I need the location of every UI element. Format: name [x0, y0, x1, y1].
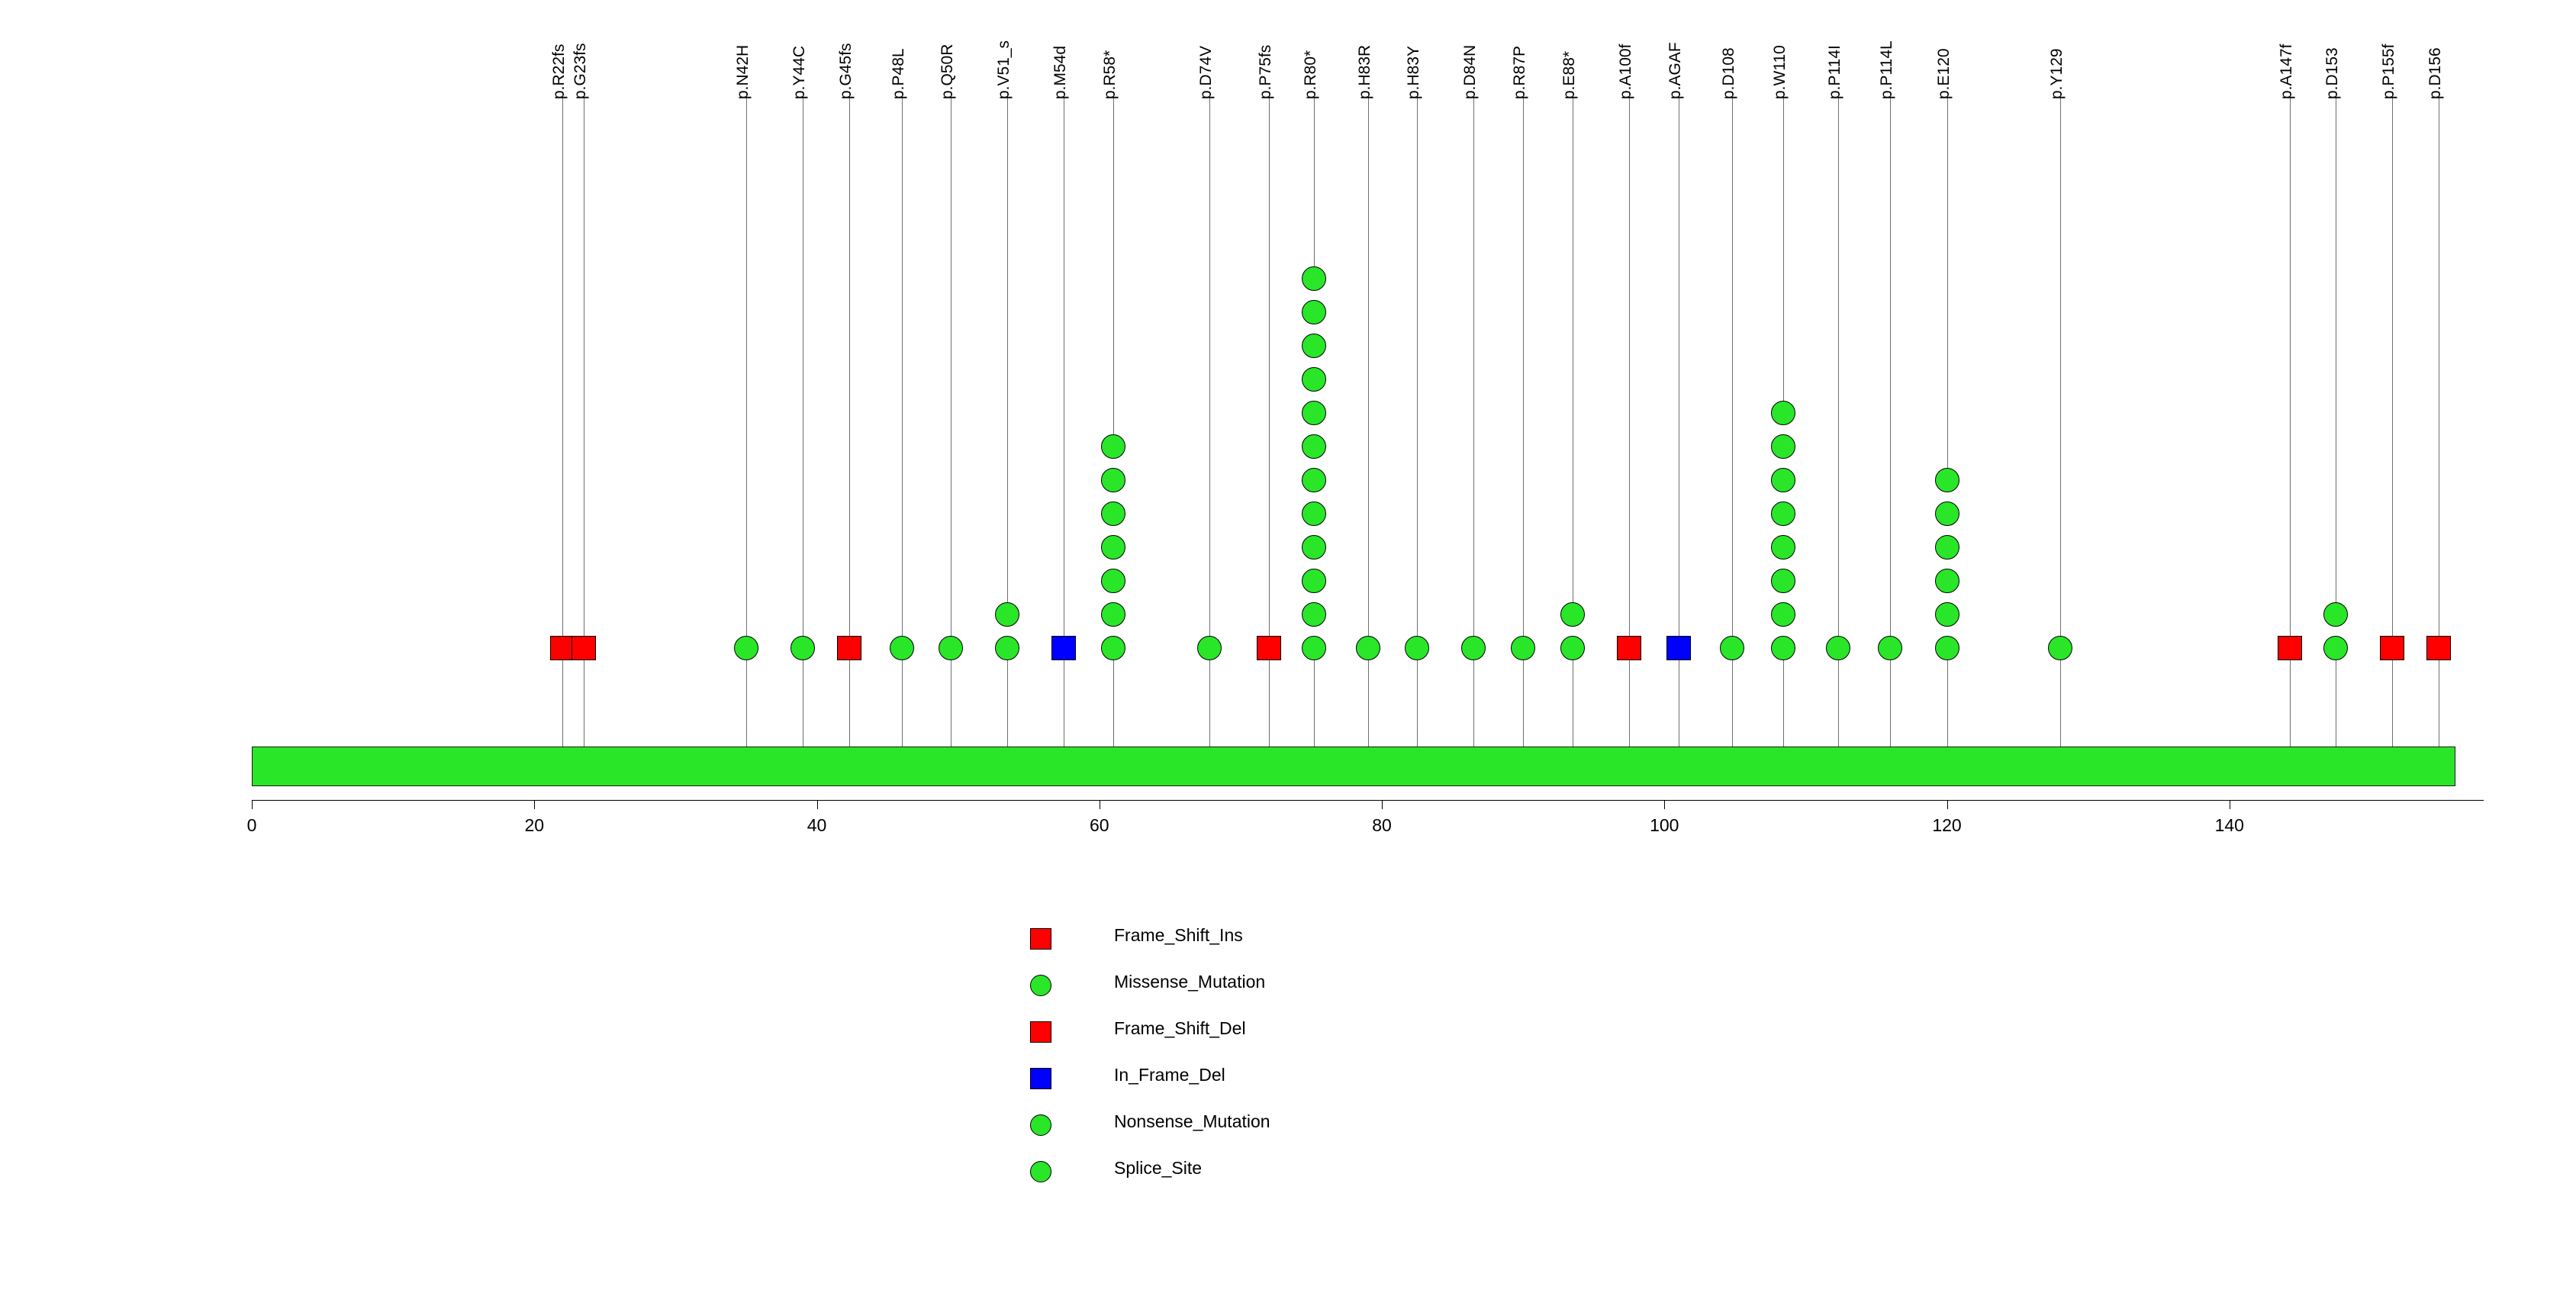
mutation-marker[interactable] [1720, 636, 1744, 660]
mutation-label: p.P114I [1825, 45, 1843, 99]
mutation-marker[interactable] [1302, 334, 1326, 358]
mutation-marker[interactable] [1302, 401, 1326, 425]
x-axis-tick-label: 140 [2214, 815, 2244, 835]
protein-domain-bar[interactable] [252, 747, 2455, 786]
mutation-marker[interactable] [1935, 602, 1959, 627]
mutation-label: p.R22fs [550, 44, 568, 99]
mutation-marker[interactable] [2323, 636, 2348, 660]
mutation-marker[interactable] [2426, 636, 2451, 660]
mutation-marker[interactable] [995, 636, 1019, 660]
mutation-marker[interactable] [1935, 535, 1959, 560]
mutation-stem [1890, 92, 1891, 648]
mutation-label: p.G23fs [572, 43, 590, 99]
mutation-marker[interactable] [1356, 636, 1380, 660]
mutation-marker[interactable] [1302, 501, 1326, 526]
mutation-marker[interactable] [1302, 434, 1326, 459]
mutation-marker[interactable] [1771, 569, 1795, 593]
mutation-stem [849, 92, 850, 648]
mutation-marker[interactable] [1935, 501, 1959, 526]
mutation-label: p.D153 [2323, 47, 2341, 99]
mutation-stem [2290, 92, 2291, 648]
legend-circle-icon [1030, 1114, 1051, 1136]
x-axis-tick [817, 800, 818, 809]
x-axis-tick [1382, 800, 1383, 809]
mutation-stem [1523, 92, 1524, 648]
x-axis-tick-label: 120 [1932, 815, 1962, 835]
mutation-stem [1368, 92, 1369, 648]
mutation-marker[interactable] [1302, 569, 1326, 593]
mutation-marker[interactable] [791, 636, 815, 660]
mutation-label: p.D84N [1461, 44, 1480, 99]
mutation-stem [746, 92, 747, 648]
legend-label: Nonsense_Mutation [1114, 1111, 1270, 1131]
legend-label: Frame_Shift_Del [1114, 1018, 1246, 1038]
mutation-marker[interactable] [1826, 636, 1850, 660]
mutation-stem [1007, 92, 1008, 614]
mutation-marker[interactable] [1771, 602, 1795, 627]
mutation-marker[interactable] [1101, 636, 1125, 660]
mutation-marker[interactable] [1051, 636, 1076, 660]
mutation-label: p.Y44C [790, 45, 808, 99]
mutation-marker[interactable] [734, 636, 758, 660]
mutation-marker[interactable] [1405, 636, 1429, 660]
mutation-marker[interactable] [1771, 636, 1795, 660]
mutation-marker[interactable] [1771, 401, 1795, 425]
x-axis-tick-label: 100 [1650, 815, 1679, 835]
mutation-stem [1838, 92, 1839, 648]
legend-label: In_Frame_Del [1114, 1065, 1225, 1085]
mutation-marker[interactable] [939, 636, 963, 660]
mutation-label: p.R80* [1302, 50, 1320, 99]
mutation-label: p.P155f [2379, 44, 2397, 99]
mutation-marker[interactable] [1101, 434, 1125, 459]
mutation-marker[interactable] [1302, 266, 1326, 291]
legend-square-icon [1030, 1068, 1051, 1089]
mutation-label: p.M54d [1051, 45, 1070, 99]
mutation-label: p.W110 [1770, 45, 1789, 99]
mutation-stem [562, 92, 563, 648]
mutation-label: p.D156 [2426, 47, 2444, 99]
mutation-marker[interactable] [1302, 367, 1326, 392]
mutation-label: p.N42H [733, 44, 752, 99]
mutation-label: p.E120 [1934, 48, 1953, 99]
mutation-label: p.R58* [1101, 50, 1119, 99]
x-axis-line [252, 800, 2484, 801]
x-axis-tick [534, 800, 535, 809]
legend-label: Splice_Site [1114, 1158, 1203, 1178]
x-axis-tick-label: 20 [524, 815, 545, 835]
mutation-marker[interactable] [837, 636, 861, 660]
mutation-marker[interactable] [1257, 636, 1281, 660]
legend-circle-icon [1030, 975, 1051, 996]
mutation-marker[interactable] [2278, 636, 2302, 660]
mutation-marker[interactable] [1560, 602, 1585, 627]
mutation-stem [1947, 92, 1948, 480]
mutation-label: p.Y129 [2047, 48, 2066, 99]
legend-square-icon [1030, 928, 1051, 950]
mutation-marker[interactable] [2048, 636, 2072, 660]
mutation-stem [2392, 92, 2393, 648]
mutation-label: p.P75fs [1256, 44, 1274, 99]
mutation-label: p.Q50R [939, 44, 957, 99]
mutation-stem [1314, 92, 1315, 279]
mutation-label: p.G45fs [837, 43, 855, 99]
legend-circle-icon [1030, 1161, 1051, 1182]
mutation-marker[interactable] [1878, 636, 1902, 660]
mutation-label: p.H83R [1355, 44, 1373, 99]
mutation-marker[interactable] [1771, 434, 1795, 459]
mutation-marker[interactable] [1101, 569, 1125, 593]
x-axis-tick [1664, 800, 1665, 809]
mutation-stem [1269, 92, 1270, 648]
mutation-label: p.V51_s [995, 40, 1013, 99]
mutation-marker[interactable] [572, 636, 596, 660]
mutation-stem [1473, 92, 1474, 648]
mutation-marker[interactable] [1511, 636, 1535, 660]
mutation-marker[interactable] [1302, 468, 1326, 492]
x-axis-tick-label: 60 [1089, 815, 1109, 835]
mutation-stem [1209, 92, 1210, 648]
mutation-label: p.R87P [1511, 45, 1529, 99]
mutation-marker[interactable] [1101, 501, 1125, 526]
mutation-marker[interactable] [1666, 636, 1691, 660]
mutation-marker[interactable] [1560, 636, 1585, 660]
mutation-stem [1783, 92, 1784, 413]
mutation-label: p.E88* [1560, 50, 1578, 99]
mutation-stem [1113, 92, 1114, 447]
legend-label: Frame_Shift_Ins [1114, 925, 1243, 945]
mutation-stem [951, 92, 952, 648]
mutation-marker[interactable] [1461, 636, 1486, 660]
mutation-label: p.H83Y [1405, 45, 1423, 99]
legend-square-icon [1030, 1021, 1051, 1043]
mutation-marker[interactable] [1302, 535, 1326, 560]
mutation-marker[interactable] [1302, 636, 1326, 660]
x-axis-tick [1947, 800, 1948, 809]
mutation-marker[interactable] [2380, 636, 2404, 660]
mutation-marker[interactable] [1101, 468, 1125, 492]
mutation-marker[interactable] [1101, 535, 1125, 560]
mutation-marker[interactable] [1935, 569, 1959, 593]
mutation-marker[interactable] [890, 636, 914, 660]
mutation-marker[interactable] [1197, 636, 1222, 660]
mutation-marker[interactable] [1935, 468, 1959, 492]
mutation-marker[interactable] [2323, 602, 2348, 627]
x-axis-tick-label: 40 [807, 815, 827, 835]
mutation-stem [2060, 92, 2061, 648]
mutation-marker[interactable] [1771, 468, 1795, 492]
legend-label: Missense_Mutation [1114, 972, 1266, 992]
mutation-label: p.P48L [889, 48, 907, 99]
mutation-stem [1732, 92, 1733, 648]
mutation-label: p.D108 [1720, 47, 1738, 99]
mutation-label: p.D74V [1197, 45, 1216, 99]
mutation-marker[interactable] [1771, 501, 1795, 526]
mutation-marker[interactable] [1302, 602, 1326, 627]
mutation-marker[interactable] [1101, 602, 1125, 627]
mutation-label: p.A147f [2278, 44, 2296, 99]
mutation-marker[interactable] [1771, 535, 1795, 560]
mutation-marker[interactable] [1302, 300, 1326, 324]
mutation-marker[interactable] [1935, 636, 1959, 660]
mutation-stem [902, 92, 903, 648]
mutation-label: p.P114L [1878, 40, 1896, 99]
mutation-stem [1417, 92, 1418, 648]
x-axis-tick [252, 800, 253, 809]
mutation-stem [1629, 92, 1630, 648]
mutation-marker[interactable] [995, 602, 1019, 627]
mutation-marker[interactable] [1617, 636, 1641, 660]
x-axis-tick-label: 0 [246, 815, 257, 835]
mutation-label: p.A100f [1616, 44, 1634, 99]
x-axis-tick-label: 80 [1372, 815, 1392, 835]
mutation-label: p.AGAF [1666, 42, 1684, 99]
